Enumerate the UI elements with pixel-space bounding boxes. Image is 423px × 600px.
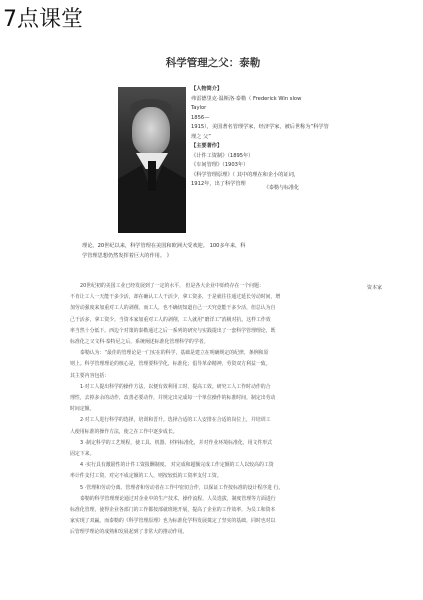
body-line: 己干活多，拿工资少。当资本家加重对工人的剥削，工人就用“磨洋工”消极对抗，这样工作效 <box>70 316 271 323</box>
body-line: 4 ·实行具有激励性的计件工资报酬制度。 对完成和超额完成工作定额的工人以较高的工资 <box>80 462 274 469</box>
body-line: 其主要内容包括： <box>70 372 110 379</box>
page-header: 7点课堂 <box>3 7 83 32</box>
taylor-portrait <box>118 87 186 233</box>
info-line: 《计件工资制》（1895年） <box>191 152 254 159</box>
body-line: 20世纪初的美国工业已经发展到了一定的水平， 但是各大企业中始终存在一个问题： <box>80 283 264 289</box>
body-line: 固定下来。 <box>70 451 95 458</box>
body-line: 理性，去掉多余的动作，改善必要动作，并规定出完成每一个单位操作的标准时间，制定出劳动 <box>70 395 276 402</box>
info-line: 《科学管理原理》（ 其中的理在和企小的证词， <box>191 171 299 178</box>
body-line: 泰勒的科学管理理论通过对企业中的生产技术，操作流程，人员选拔，制度管理等方面进行 <box>80 495 276 502</box>
caption-note: 《泰勒与标准化 <box>264 185 300 191</box>
body-line: 3 ·制定科学的工艺规程，使工具、机器、材料标准化，并对作业环境标准化，用文件形式 <box>80 439 273 446</box>
body-line: 时间定额。 <box>70 406 95 413</box>
info-line: 【主要著作】 <box>191 143 223 149</box>
body-line: 人使用标准的操作方法，使之在工作中逐步成长。 <box>70 428 178 435</box>
document-title: 科学管理之父：泰勒 <box>165 57 261 69</box>
body-line: 5 ·管理和劳动分离。管理者和劳动者在工作中密切合作，以保证工作按标准的设计程序进 行。 <box>80 484 284 491</box>
body-line: 2·对工人进行科学的选择，培训和晋升。选择合适的工人安排在合适的岗位上，并培训工 <box>80 417 271 424</box>
body-text <box>70 281 370 539</box>
info-line: 1856— <box>191 114 210 121</box>
body-line: 家实现了双赢。而泰勒的《科学管理原理》也为标准化学科发展奠定了坚实的基础，同时也对以 <box>70 518 276 525</box>
body-line: 1·对工人提出科学的操作方法，以便有效利用工时，提高工效。研究工人工作时动作的合 <box>80 383 271 390</box>
info-line: 理之 父” <box>191 133 211 140</box>
body-line: 率当然十分低下。西边个对策的泰勒通过之后一系列的研究与实践提出了一套科学管理理论，既 <box>70 327 276 334</box>
info-line: 1912年，出了科学管理 <box>191 181 246 187</box>
info-line: 【人物简介】 <box>191 86 223 92</box>
body-line: 率计件支付工资，对完不成定额的工人，则按较低的工资率支付工资。 <box>70 473 222 480</box>
profile-info <box>191 85 387 190</box>
body-line: 加劳动强度来加重对工人的剥削。而工人，也不确切知道自己一天究竟能干多少活，但总认为自 <box>70 305 276 312</box>
side-note: 资本家 <box>367 285 383 291</box>
info-line: 弗雷德里克·温斯洛·泰勒（ Frederick Win slow <box>191 95 302 102</box>
info-line: Taylor <box>191 105 207 111</box>
summary-line: 理论。20世纪以来，科学管理在美国和欧洲大受欢迎。 100多年来，科 <box>82 243 246 249</box>
body-line: 后管理学理论的成熟和发展起到了非常大的推动作用。 <box>70 529 188 536</box>
body-line: 不肯让工人一天能干多少活，却在确认工人干活少，拿工资多，于是就往往通过延长劳动时间，增 <box>70 294 281 301</box>
summary-line: 学管理思想仍然发挥着巨大的作用。 》 <box>82 252 172 259</box>
info-line: 《车间管理》（1903年） <box>191 162 249 168</box>
document-page <box>36 45 390 585</box>
info-line: 1915），美国著名管理学家，经济学家，被后世称为“科学管 <box>191 124 329 130</box>
body-line: 标准化之父文科·泰特尼之后，系统阐述标准化管理科学的学者。 <box>70 339 209 346</box>
body-line: 则上。科学管理理论的核心是，管理要科学化，标准化；倡导革命精神，劳资双方利益一致。 <box>70 361 271 368</box>
body-line: 泰勒认为：“最佳的管理论是一门实在的科学，基础是建立在明确规定的纪律，条例和原 <box>80 350 269 357</box>
body-line: 标准化管理，使得企业各部门的工作都按部就班地开展，提高了企业的工作效率，为员工和资本 <box>70 507 276 514</box>
summary-paragraph <box>82 242 362 261</box>
